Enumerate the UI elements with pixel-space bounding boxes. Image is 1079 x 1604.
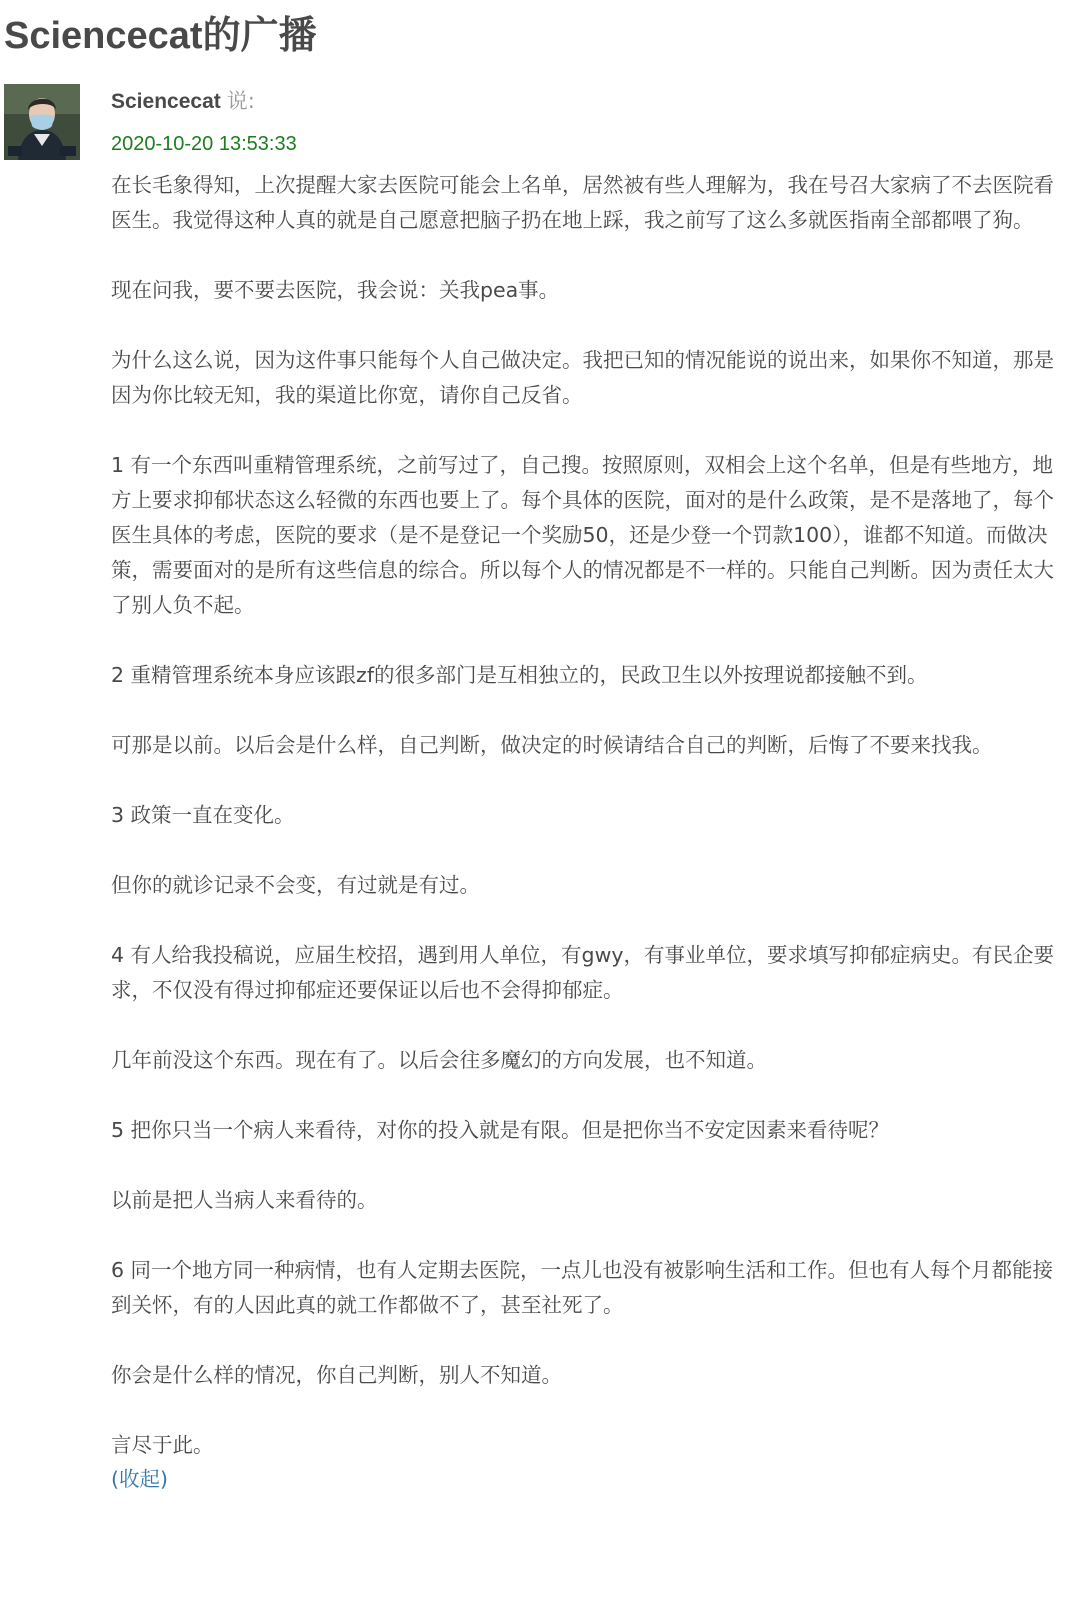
say-label: 说: xyxy=(226,89,255,113)
content-paragraph: 4 有人给我投稿说，应届生校招，遇到用人单位，有gwy，有事业单位，要求填写抑郁症病史。有民企要求，不仅没有得过抑郁症还要保证以后也不会得抑郁症。 xyxy=(111,943,1054,1002)
status-timestamp-link[interactable]: 2020-10-20 13:53:33 xyxy=(111,133,297,155)
content-paragraph: 在长毛象得知，上次提醒大家去医院可能会上名单，居然被有些人理解为，我在号召大家病了不去医院看医生。我觉得这种人真的就是自己愿意把脑子扔在地上踩，我之前写了这么多就医指南全部都喂了狗。 xyxy=(111,173,1054,232)
content-paragraph: 你会是什么样的情况，你自己判断，别人不知道。 xyxy=(111,1363,562,1387)
content-paragraph: 言尽于此。 xyxy=(111,1433,214,1457)
collapse-link[interactable]: (收起) xyxy=(111,1467,168,1491)
author-line xyxy=(111,86,1071,116)
content-paragraph: 为什么这么说，因为这件事只能每个人自己做决定。我把已知的情况能说的说出来，如果你不知道，那是因为你比较无知，我的渠道比你宽，请你自己反省。 xyxy=(111,348,1054,407)
author-name-link[interactable]: Sciencecat xyxy=(111,90,221,113)
status-item xyxy=(111,86,1071,1495)
content-paragraph: 5 把你只当一个病人来看待，对你的投入就是有限。但是把你当不安定因素来看待呢？ xyxy=(111,1118,890,1142)
content-paragraph: 几年前没这个东西。现在有了。以后会往多魔幻的方向发展，也不知道。 xyxy=(111,1048,767,1072)
avatar[interactable] xyxy=(4,84,80,160)
content-paragraph: 1 有一个东西叫重精管理系统，之前写过了，自己搜。按照原则，双相会上这个名单，但是有些地方，地方上要求抑郁状态这么轻微的东西也要上了。每个具体的医院，面对的是什么政策，是不是落地了，每个医生具体的考虑，医院的要求（是不是登记一个奖励50，还是少登一个罚款100），谁都不知道。而做决策，需要面对的是所有这些信息的综合。所以每个人的情况都是不一样的。只能自己判断。因为责任太大了别人负不起。 xyxy=(111,453,1054,617)
content-paragraph: 现在问我，要不要去医院，我会说：关我pea事。 xyxy=(111,278,560,302)
content-paragraph: 可那是以前。以后会是什么样，自己判断，做决定的时候请结合自己的判断，后悔了不要来找我。 xyxy=(111,733,993,757)
content-paragraph: 但你的就诊记录不会变，有过就是有过。 xyxy=(111,873,480,897)
status-content xyxy=(111,168,1071,1463)
content-paragraph: 以前是把人当病人来看待的。 xyxy=(111,1188,378,1212)
content-paragraph: 6 同一个地方同一种病情，也有人定期去医院，一点儿也没有被影响生活和工作。但也有人每个月都能接到关怀，有的人因此真的就工作都做不了，甚至社死了。 xyxy=(111,1258,1054,1317)
content-paragraph: 3 政策一直在变化。 xyxy=(111,803,295,827)
user-avatar-icon xyxy=(4,84,80,160)
content-paragraph: 2 重精管理系统本身应该跟zf的很多部门是互相独立的，民政卫生以外按理说都接触不到。 xyxy=(111,663,928,687)
page-title: Sciencecat的广播 xyxy=(4,15,317,57)
